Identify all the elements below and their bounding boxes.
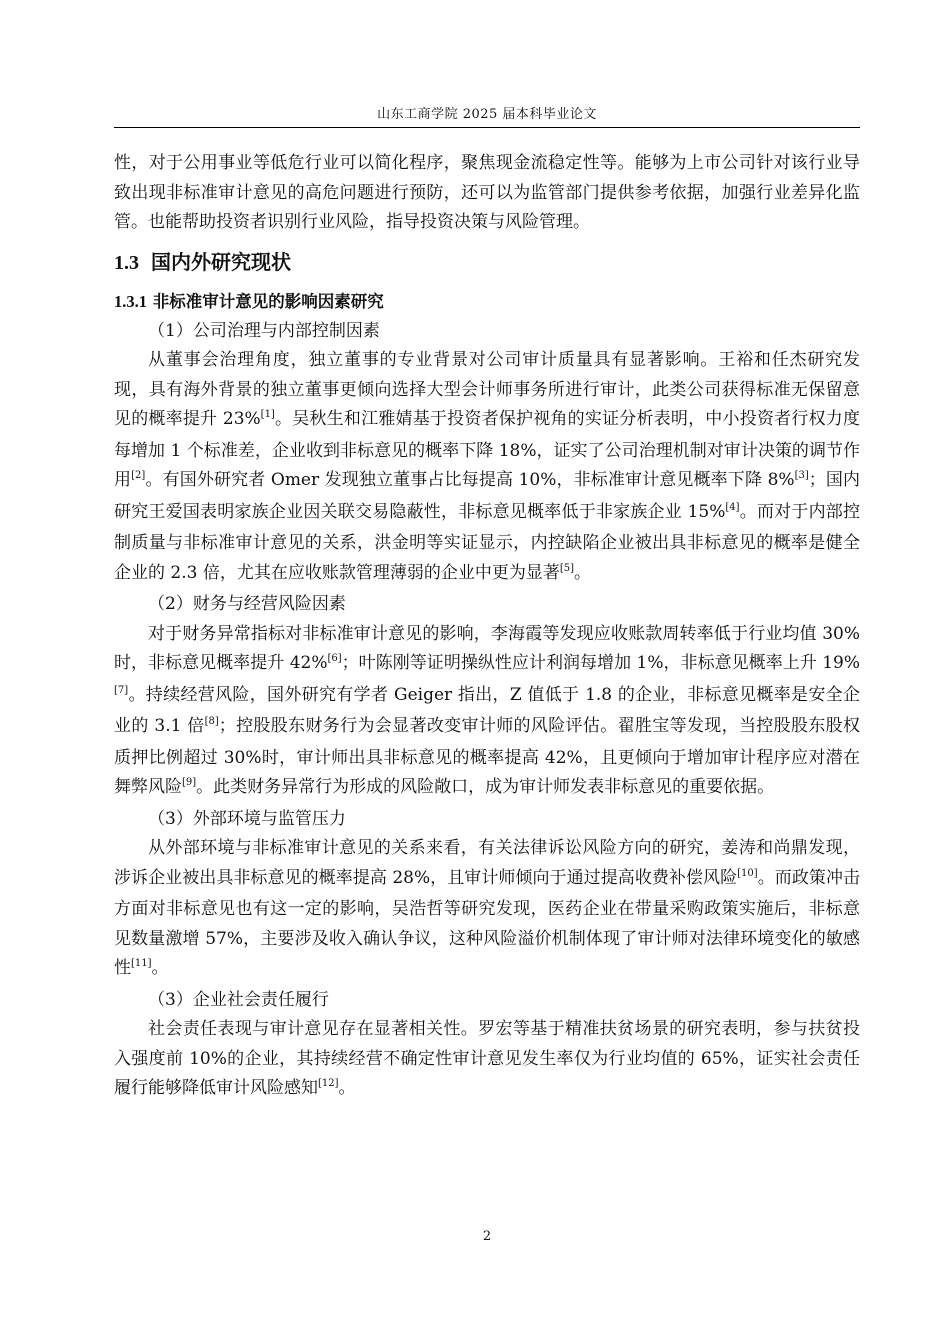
running-header: 山东工商学院 2025 届本科毕业论文 — [377, 107, 597, 122]
text-segment: 社会责任表现与审计意见存在显著相关性。罗宏等基于精准扶贫场景的研究表明，参与扶贫投入强度前 10%的企业，其持续经营不确定性审计意见发生率仅为行业均值的 65%，证实社会责任履行能够降低审计风险感知 — [114, 1019, 860, 1098]
intro-paragraph: 性，对于公用事业等低危行业可以简化程序，聚焦现金流稳定性等。能够为上市公司针对该行业导致出现非标准审计意见的高危问题进行预防，还可以为监管部门提供参考依据，加强行业差异化监管。也能帮助投资者识别行业风险，指导投资决策与风险管理。 — [114, 153, 860, 232]
text-segment: 。此类财务异常行为形成的风险敞口，成为审计师发表非标意见的重要依据。 — [196, 777, 775, 797]
citation-ref: [8] — [204, 716, 219, 727]
citation-ref: [7] — [114, 684, 129, 696]
section-number: 1.3 — [114, 251, 139, 274]
citation-ref: [5] — [559, 562, 575, 574]
subsection-heading — [114, 287, 860, 317]
citation-ref: [3] — [794, 470, 809, 481]
subsection-title: 非标准审计意见的影响因素研究 — [152, 291, 384, 311]
item-paragraph — [114, 1015, 860, 1106]
page-number: 2 — [482, 1229, 492, 1244]
text-segment: 。 — [338, 1078, 356, 1098]
header-rule — [114, 127, 860, 128]
text-segment: 。吴秋生和江雅婧基于投资者保护视角的实证分析表明，中小投资者行权力度每增加 1 个标准差，企业收到非标意见的概率下降 18%，证实了公司治理机制对审计决策的调节作用 — [114, 409, 860, 490]
text-segment: ；叶陈刚等证明操纵性应计利润每增加 1%，非标意见概率上升 19% — [341, 653, 860, 673]
citation-ref: [12] — [318, 1078, 339, 1089]
text-segment: ；国内研究王爱国表明家族企业因关联交易隐蔽性，非标意见概率低于非家族企业 15% — [114, 470, 861, 522]
subsection-number: 1.3.1 — [114, 291, 147, 311]
citation-ref: [11] — [131, 958, 152, 969]
item-paragraph — [114, 620, 860, 805]
text-segment: 从外部环境与非标准审计意见的关系来看，有关法律诉讼风险方向的研究，姜涛和尚鼎发现，涉诉企业被出具非标意见的概率提高 28%，且审计师倾向于通过提高收费补偿风险 — [114, 838, 860, 888]
text-segment: 。 — [574, 562, 592, 583]
item-paragraph — [114, 346, 860, 590]
citation-ref: [10] — [737, 867, 758, 879]
item-heading: （3）企业社会责任履行 — [148, 989, 329, 1010]
citation-ref: [1] — [260, 409, 275, 420]
citation-ref: [4] — [725, 501, 740, 513]
text-segment: 。而对于内部控制质量与非标准审计意见的关系，洪金明等实证显示，内控缺陷企业被出具非标意见的概率是健全企业的 2.3 倍，尤其在应收账款管理薄弱的企业中更为显著 — [114, 501, 861, 583]
body-text — [114, 149, 860, 1106]
item-heading: （3）外部环境与监管压力 — [148, 808, 346, 829]
text-segment: 。而政策冲击方面对非标意见也有这一定的影响，吴浩哲等研究发现，医药企业在带量采购政策实施后，非标意见数量激增 57%，主要涉及收入确认争议，这种风险溢价机制体现了审计师对法律环境变化的敏感性 — [114, 867, 861, 978]
item-heading: （2）财务与经营风险因素 — [148, 594, 346, 614]
section-title: 国内外研究现状 — [151, 249, 291, 274]
text-segment: 。 — [151, 958, 169, 978]
item-heading: （1）公司治理与内部控制因素 — [148, 320, 380, 341]
text-segment: ；控股股东财务行为会显著改变审计师的风险评估。翟胜宝等发现，当控股股东股权质押比例超过 30%时，审计师出具非标意见的概率提高 42%，且更倾向于增加审计程序应对潜在舞弊风险 — [114, 716, 861, 797]
item-paragraph — [114, 834, 860, 986]
citation-ref: [9] — [182, 777, 197, 788]
text-segment: 。有国外研究者 Omer 发现独立董事占比每提高 10%，非标准审计意见概率下降 8% — [145, 470, 795, 490]
citation-ref: [2] — [131, 470, 146, 481]
text-segment: 。持续经营风险，国外研究有学者 Geiger 指出，Z 值低于 1.8 的企业，非标意见概率是安全企业的 3.1 倍 — [114, 684, 860, 736]
text-segment: 对于财务异常指标对非标准审计意见的影响，李海霞等发现应收账款周转率低于行业均值 30%时，非标意见概率提升 42% — [114, 623, 860, 673]
section-heading — [114, 247, 860, 278]
text-segment: 从董事会治理角度，独立董事的专业背景对公司审计质量具有显著影响。王裕和任杰研究发现，具有海外背景的独立董事更倾向选择大型会计师事务所进行审计，此类公司获得标准无保留意见的概率提升 23% — [114, 350, 860, 429]
citation-ref: [6] — [327, 653, 342, 664]
